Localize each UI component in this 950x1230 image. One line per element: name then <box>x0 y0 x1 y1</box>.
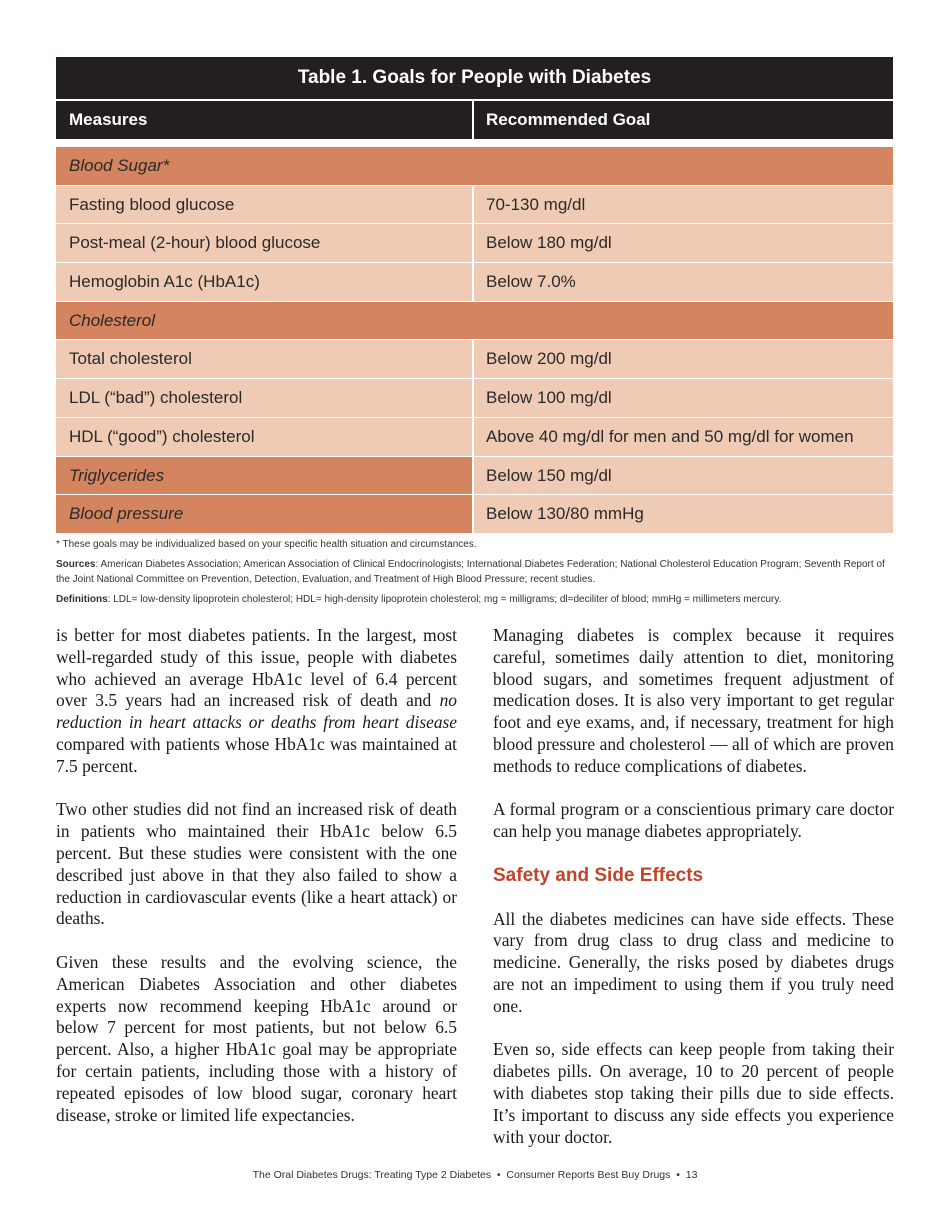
section-row-blood-sugar <box>56 147 893 186</box>
sources-label: Sources <box>56 559 96 570</box>
goal-cell: Below 7.0% <box>486 272 576 292</box>
section-label: Blood Sugar* <box>69 156 170 175</box>
header-measures: Measures <box>56 101 474 139</box>
table-header <box>56 99 893 139</box>
table-gap <box>56 139 893 147</box>
measure-cell: Hemoglobin A1c (HbA1c) <box>56 263 474 301</box>
header-goal: Recommended Goal <box>486 110 651 129</box>
goal-cell: Below 100 mg/dl <box>486 388 612 408</box>
measure-cell: Post-meal (2-hour) blood glucose <box>56 224 474 262</box>
table-row <box>56 263 893 302</box>
sources-note <box>56 557 893 587</box>
table-row <box>56 379 893 418</box>
measure-cell: Total cholesterol <box>56 340 474 378</box>
goal-cell: Below 130/80 mmHg <box>474 495 893 533</box>
goal-cell: 70-130 mg/dl <box>486 194 586 214</box>
goal-cell: Below 200 mg/dl <box>486 349 612 369</box>
paragraph <box>56 625 457 778</box>
paragraph: Given these results and the evolving science, the American Diabetes Association and other diabetes experts now recommend keeping HbA1c around or below 7 percent for most patients, but not below 6.5 percent. Also, a higher HbA1c goal may be appropriate for certain patients, including those with a history of repeated episodes of low blood sugar, coronary heart disease, stroke or limited life expectancies. <box>56 951 457 1125</box>
measure-cell: Triglycerides <box>56 457 474 495</box>
measure-cell: HDL (“good”) cholesterol <box>56 418 474 456</box>
table-title: Table 1. Goals for People with Diabetes <box>56 57 893 99</box>
paragraph-text: compared with patients whose HbA1c was maintained at 7.5 percent. <box>56 733 457 776</box>
page-footer: The Oral Diabetes Drugs: Treating Type 2 Diabetes • Consumer Reports Best Buy Drugs • 13 <box>252 1169 698 1181</box>
definitions-note <box>56 592 893 607</box>
measure-cell: Blood pressure <box>56 495 474 533</box>
measure-cell: Fasting blood glucose <box>56 186 474 224</box>
paragraph: A formal program or a conscientious primary care doctor can help you manage diabetes appropriately. <box>493 799 894 842</box>
paragraph-text: is better for most diabetes patients. In the largest, most well-regarded study of this issue, people with diabetes who achieved an average HbA1c level of 6.4 percent over 3.5 years had an increased risk of death and <box>56 625 457 711</box>
definitions-text: : LDL= low-density lipoprotein cholesterol; HDL= high-density lipoprotein cholesterol; mg = milligrams; dl=deciliter of blood; mmHg = millimeters mercury. <box>107 594 782 605</box>
table-row <box>56 224 893 263</box>
measure-cell: LDL (“bad”) cholesterol <box>56 379 474 417</box>
goal-cell: Below 150 mg/dl <box>474 457 893 495</box>
paragraph-emphasis: no reduction in heart attacks or deaths from heart disease <box>56 690 457 733</box>
section-row-cholesterol <box>56 302 893 341</box>
table-row-blood-pressure <box>56 495 893 534</box>
table-row <box>56 186 893 225</box>
paragraph: Two other studies did not find an increased risk of death in patients who maintained their HbA1c below 6.5 percent. But these studies were consistent with the one described just above in that they also failed to show a reduction in cardiovascular events (like a heart attack) or deaths. <box>56 799 457 929</box>
table-row-triglycerides <box>56 457 893 496</box>
table-row <box>56 418 893 457</box>
right-column <box>493 625 894 1170</box>
left-column <box>56 625 457 1148</box>
table-notes <box>56 537 893 612</box>
goal-cell: Below 180 mg/dl <box>486 233 612 253</box>
paragraph: Even so, side effects can keep people from taking their diabetes pills. On average, 10 to 20 percent of people with diabetes stop taking their pills due to side effects. It’s important to discuss any side effects you experience with your doctor. <box>493 1039 894 1147</box>
goals-table <box>56 57 893 534</box>
footnote: * These goals may be individualized based on your specific health situation and circumstances. <box>56 539 477 550</box>
sources-text: : American Diabetes Association; American Association of Clinical Endocrinologists; International Diabetes Federation; National Cholesterol Education Program; Seventh Report of the Joint National Committee on Prevention, Detection, Evaluation, and Treatment of High Blood Pressure; recent studies. <box>56 559 885 585</box>
paragraph: Managing diabetes is complex because it requires careful, sometimes daily attention to diet, monitoring blood sugars, and sometimes frequent adjustment of medication doses. It is also very important to get regular foot and eye exams, and, if necessary, treatment for high blood pressure and cholesterol — all of which are proven methods to reduce complications of diabetes. <box>493 625 894 776</box>
section-heading: Safety and Side Effects <box>493 864 704 886</box>
table-row <box>56 340 893 379</box>
goal-cell: Above 40 mg/dl for men and 50 mg/dl for women <box>486 426 854 446</box>
definitions-label: Definitions <box>56 594 108 605</box>
paragraph: All the diabetes medicines can have side effects. These vary from drug class to drug class and medicine to medicine. Generally, the risks posed by diabetes drugs are not an impediment to using them if you truly need one. <box>493 908 894 1016</box>
section-label: Cholesterol <box>69 310 155 330</box>
